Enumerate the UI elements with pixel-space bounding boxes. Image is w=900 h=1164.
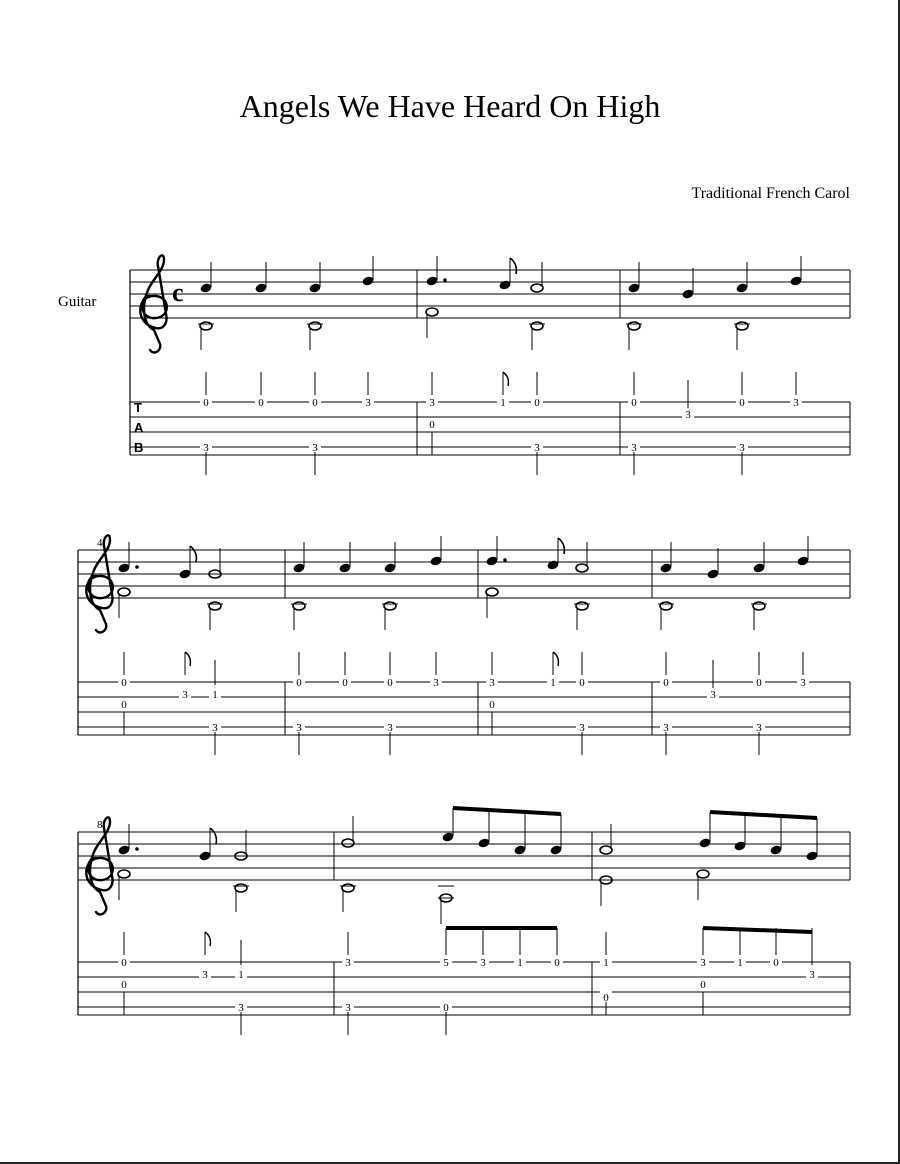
tab-fret: 3 xyxy=(534,442,540,454)
tab-fret: 3 xyxy=(345,957,351,969)
tab-fret: 3 xyxy=(739,442,745,454)
tab-fret: 3 xyxy=(429,397,435,409)
tab-fret: 0 xyxy=(489,699,495,711)
tab-letter-b: B xyxy=(134,440,144,455)
tab-fret: 0 xyxy=(121,957,127,969)
tab-fret: 0 xyxy=(203,397,209,409)
tab-fret: 3 xyxy=(387,722,393,734)
tab-fret: 0 xyxy=(554,957,560,969)
tab-fret: 0 xyxy=(756,677,762,689)
tab-fret: 1 xyxy=(212,689,218,701)
tab-fret: 0 xyxy=(579,677,585,689)
tab-fret: 0 xyxy=(121,979,127,991)
instrument-label: Guitar xyxy=(58,294,97,310)
tab-letter-t: T xyxy=(134,400,142,415)
tab-fret: 3 xyxy=(312,442,318,454)
tab-fret: 3 xyxy=(345,1002,351,1014)
tab-fret: 3 xyxy=(489,677,495,689)
tab-fret: 0 xyxy=(296,677,302,689)
tab-fret: 3 xyxy=(182,689,188,701)
measure-number: 4 xyxy=(97,537,103,549)
tab-fret: 3 xyxy=(296,722,302,734)
tab-fret: 0 xyxy=(534,397,540,409)
tab-fret: 3 xyxy=(700,957,706,969)
tab-fret: 3 xyxy=(793,397,799,409)
tab-fret: 0 xyxy=(342,677,348,689)
tab-fret: 0 xyxy=(739,397,745,409)
system-1 xyxy=(130,255,850,475)
tab-fret: 0 xyxy=(663,677,669,689)
measure-number: 8 xyxy=(97,819,103,831)
tab-fret: 3 xyxy=(202,969,208,981)
tab-fret: 3 xyxy=(579,722,585,734)
tab-fret: 0 xyxy=(258,397,264,409)
tab-fret: 0 xyxy=(429,419,435,431)
tab-fret: 3 xyxy=(756,722,762,734)
tab-fret: 1 xyxy=(550,677,556,689)
tab-fret: 0 xyxy=(700,979,706,991)
tab-fret: 3 xyxy=(663,722,669,734)
tab-fret: 0 xyxy=(631,397,637,409)
tab-fret: 3 xyxy=(809,969,815,981)
tab-fret: 3 xyxy=(212,722,218,734)
tab-fret: 3 xyxy=(710,689,716,701)
system-3 xyxy=(78,808,850,1035)
tab-fret: 3 xyxy=(685,409,691,421)
notes-measure-10 xyxy=(600,812,819,906)
tab-fret: 3 xyxy=(480,957,486,969)
tab-fret: 3 xyxy=(631,442,637,454)
tab-fret: 5 xyxy=(443,957,449,969)
tab-fret: 3 xyxy=(365,397,371,409)
tab-fret: 1 xyxy=(517,957,523,969)
tab-fret: 0 xyxy=(387,677,393,689)
score-title: Angels We Have Heard On High xyxy=(239,88,661,124)
tab-fret: 3 xyxy=(800,677,806,689)
tab-fret: 3 xyxy=(433,677,439,689)
tab-fret: 1 xyxy=(238,969,244,981)
tab-fret: 3 xyxy=(203,442,209,454)
tab-fret: 0 xyxy=(312,397,318,409)
tab-fret: 0 xyxy=(603,992,609,1004)
tab-fret: 1 xyxy=(737,957,743,969)
notes-measure-9 xyxy=(340,808,563,924)
system-2 xyxy=(78,535,850,755)
tab-fret: 0 xyxy=(121,677,127,689)
tab-fret: 0 xyxy=(121,699,127,711)
tab-fret: 0 xyxy=(773,957,779,969)
tab-fret: 1 xyxy=(500,397,506,409)
tab-fret: 0 xyxy=(443,1002,449,1014)
tab-fret: 3 xyxy=(238,1002,244,1014)
tab-fret: 1 xyxy=(603,957,609,969)
time-signature: c xyxy=(172,278,184,307)
composer-credit: Traditional French Carol xyxy=(691,185,850,202)
tab-letter-a: A xyxy=(134,420,144,435)
